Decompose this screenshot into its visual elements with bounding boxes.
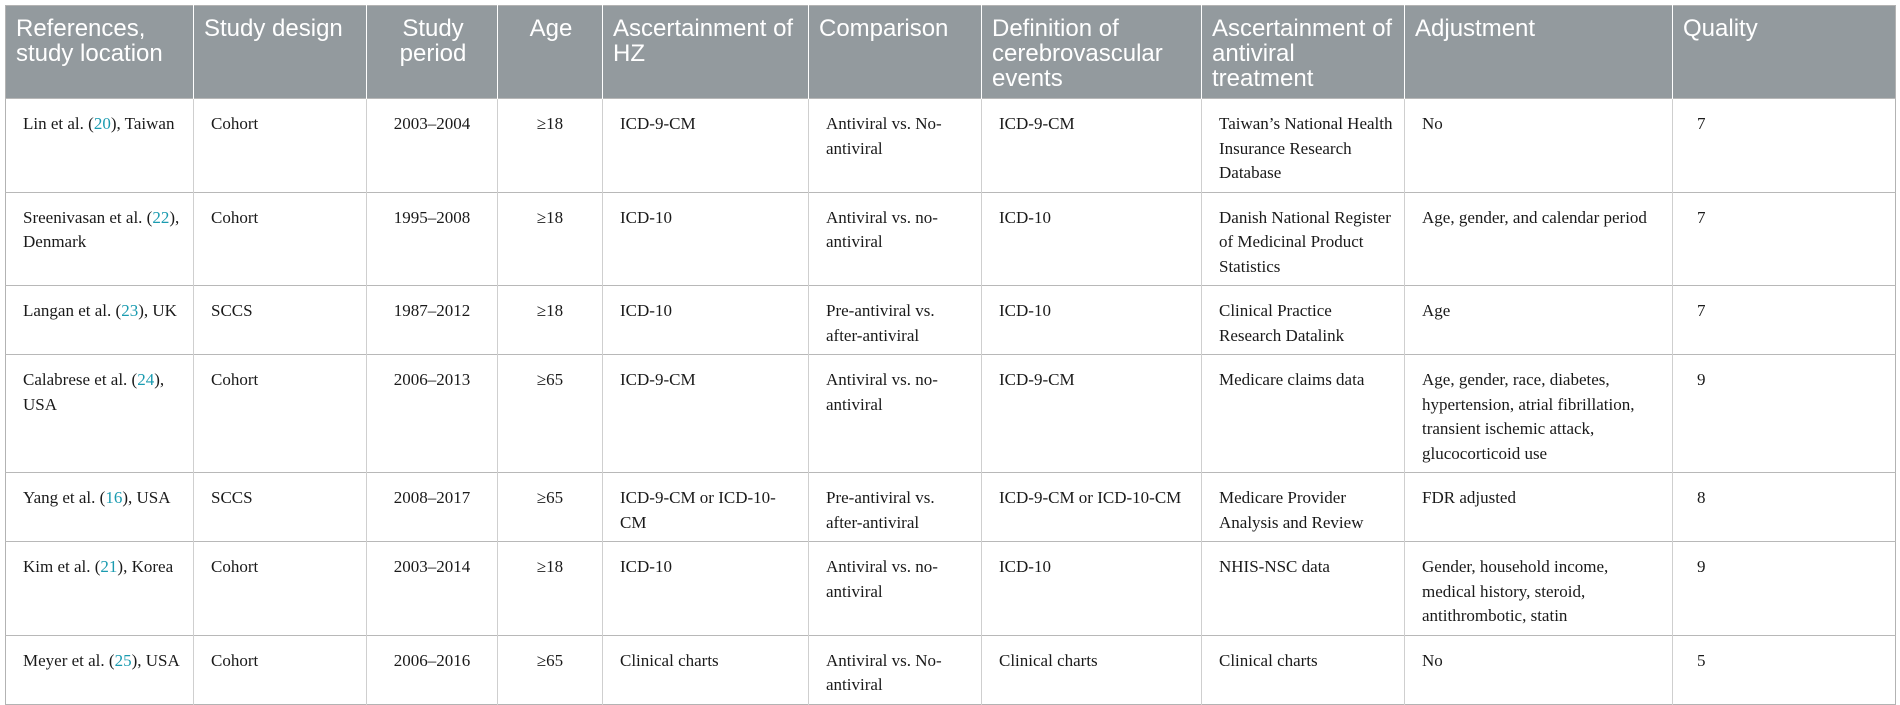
study-period-cell: 2008–2017 [367, 473, 498, 542]
cerebrovascular-definition-cell: Clinical charts [982, 635, 1202, 704]
reference-cell [6, 286, 194, 355]
comparison-cell: Pre-antiviral vs. after-antiviral [809, 473, 982, 542]
cerebrovascular-definition-cell: ICD-9-CM or ICD-10-CM [982, 473, 1202, 542]
comparison-cell: Antiviral vs. no-antiviral [809, 542, 982, 636]
col-header-adjustment: Adjustment [1405, 6, 1673, 99]
cerebrovascular-definition-cell: ICD-9-CM [982, 355, 1202, 473]
table-row [6, 286, 1896, 355]
reference-cell [6, 192, 194, 286]
comparison-cell: Antiviral vs. no-antiviral [809, 192, 982, 286]
reference-location: ), USA [131, 650, 180, 670]
quality-cell: 9 [1673, 542, 1896, 636]
citation-link[interactable]: 24 [137, 370, 155, 389]
reference-text: Meyer et al. ( [23, 650, 115, 670]
cerebrovascular-definition-cell: ICD-10 [982, 192, 1202, 286]
antiviral-ascertainment-cell: Medicare claims data [1202, 355, 1405, 473]
hz-ascertainment-cell: Clinical charts [603, 635, 809, 704]
study-design-cell: Cohort [194, 635, 367, 704]
quality-cell: 8 [1673, 473, 1896, 542]
comparison-cell: Antiviral vs. No-antiviral [809, 635, 982, 704]
col-header-cerebrovascular-definition: Definition of cerebrovascular events [982, 6, 1202, 99]
adjustment-cell: Age [1405, 286, 1673, 355]
study-design-cell: SCCS [194, 286, 367, 355]
study-period-cell: 2006–2013 [367, 355, 498, 473]
antiviral-ascertainment-cell: Medicare Provider Analysis and Review [1202, 473, 1405, 542]
cerebrovascular-definition-cell: ICD-10 [982, 542, 1202, 636]
col-header-age: Age [498, 6, 603, 99]
age-cell: ≥65 [498, 635, 603, 704]
antiviral-ascertainment-cell: NHIS-NSC data [1202, 542, 1405, 636]
hz-ascertainment-cell: ICD-10 [603, 542, 809, 636]
cerebrovascular-definition-cell: ICD-10 [982, 286, 1202, 355]
reference-text: Kim et al. ( [23, 557, 101, 576]
reference-cell [6, 473, 194, 542]
age-cell: ≥18 [498, 192, 603, 286]
table-row [6, 635, 1896, 704]
study-characteristics-table [5, 5, 1896, 705]
comparison-cell: Antiviral vs. no-antiviral [809, 355, 982, 473]
hz-ascertainment-cell: ICD-10 [603, 192, 809, 286]
adjustment-cell: No [1405, 99, 1673, 193]
adjustment-cell: Age, gender, race, diabetes, hypertension, atrial fibrillation, transient ischemic attack, glucocorticoid use [1405, 355, 1673, 473]
reference-cell [6, 635, 194, 704]
adjustment-cell: FDR adjusted [1405, 473, 1673, 542]
table-row [6, 473, 1896, 542]
reference-location: ), USA [23, 370, 165, 414]
reference-cell [6, 355, 194, 473]
study-period-cell: 2003–2014 [367, 542, 498, 636]
citation-link[interactable]: 16 [105, 488, 123, 507]
reference-text: Lin et al. ( [23, 114, 94, 133]
comparison-cell: Pre-antiviral vs. after-antiviral [809, 286, 982, 355]
table-row [6, 355, 1896, 473]
col-header-study-design: Study design [194, 6, 367, 99]
reference-text: Sreenivasan et al. ( [23, 207, 153, 227]
reference-location: ), Denmark [23, 207, 180, 251]
reference-location: ), UK [138, 301, 177, 320]
study-period-cell: 1995–2008 [367, 192, 498, 286]
quality-cell: 9 [1673, 355, 1896, 473]
hz-ascertainment-cell: ICD-9-CM [603, 355, 809, 473]
age-cell: ≥65 [498, 473, 603, 542]
table-row [6, 99, 1896, 193]
study-design-cell: Cohort [194, 355, 367, 473]
hz-ascertainment-cell: ICD-9-CM or ICD-10-CM [603, 473, 809, 542]
citation-link[interactable]: 22 [152, 207, 170, 227]
hz-ascertainment-cell: ICD-9-CM [603, 99, 809, 193]
reference-cell [6, 99, 194, 193]
adjustment-cell: No [1405, 635, 1673, 704]
reference-cell [6, 542, 194, 636]
col-header-reference: References, study location [6, 6, 194, 99]
citation-link[interactable]: 21 [100, 557, 118, 576]
table-row [6, 542, 1896, 636]
age-cell: ≥18 [498, 99, 603, 193]
reference-location: ), USA [122, 488, 171, 507]
quality-cell: 7 [1673, 286, 1896, 355]
col-header-study-period: Study period [367, 6, 498, 99]
reference-text: Calabrese et al. ( [23, 370, 138, 389]
citation-link[interactable]: 23 [121, 301, 139, 320]
reference-text: Langan et al. ( [23, 301, 122, 320]
reference-location: ), Taiwan [110, 114, 175, 133]
adjustment-cell: Age, gender, and calendar period [1405, 192, 1673, 286]
reference-location: ), Korea [117, 557, 174, 576]
comparison-cell: Antiviral vs. No-antiviral [809, 99, 982, 193]
table-row [6, 192, 1896, 286]
col-header-quality: Quality [1683, 15, 1758, 42]
study-period-cell: 2003–2004 [367, 99, 498, 193]
study-design-cell: Cohort [194, 192, 367, 286]
quality-cell: 5 [1673, 635, 1896, 704]
antiviral-ascertainment-cell: Clinical charts [1202, 635, 1405, 704]
col-header-comparison: Comparison [809, 6, 982, 99]
header-row [6, 6, 1896, 99]
age-cell: ≥18 [498, 542, 603, 636]
age-cell: ≥18 [498, 286, 603, 355]
hz-ascertainment-cell: ICD-10 [603, 286, 809, 355]
antiviral-ascertainment-cell: Danish National Register of Medicinal Product Statistics [1202, 192, 1405, 286]
antiviral-ascertainment-cell: Clinical Practice Research Datalink [1202, 286, 1405, 355]
study-period-cell: 1987–2012 [367, 286, 498, 355]
antiviral-ascertainment-cell: Taiwan’s National Health Insurance Research Database [1202, 99, 1405, 193]
cerebrovascular-definition-cell: ICD-9-CM [982, 99, 1202, 193]
citation-link[interactable]: 25 [114, 650, 132, 670]
study-period-cell: 2006–2016 [367, 635, 498, 704]
citation-link[interactable]: 20 [93, 114, 111, 133]
study-design-cell: SCCS [194, 473, 367, 542]
study-design-cell: Cohort [194, 542, 367, 636]
col-header-ascertainment-hz: Ascertainment of HZ [603, 6, 809, 99]
reference-text: Yang et al. ( [23, 488, 106, 507]
quality-cell: 7 [1673, 192, 1896, 286]
study-design-cell: Cohort [194, 99, 367, 193]
quality-cell: 7 [1673, 99, 1896, 193]
age-cell: ≥65 [498, 355, 603, 473]
adjustment-cell: Gender, household income, medical history, steroid, antithrombotic, statin [1405, 542, 1673, 636]
col-header-antiviral-ascertainment: Ascertainment of antiviral treatment [1202, 6, 1405, 99]
